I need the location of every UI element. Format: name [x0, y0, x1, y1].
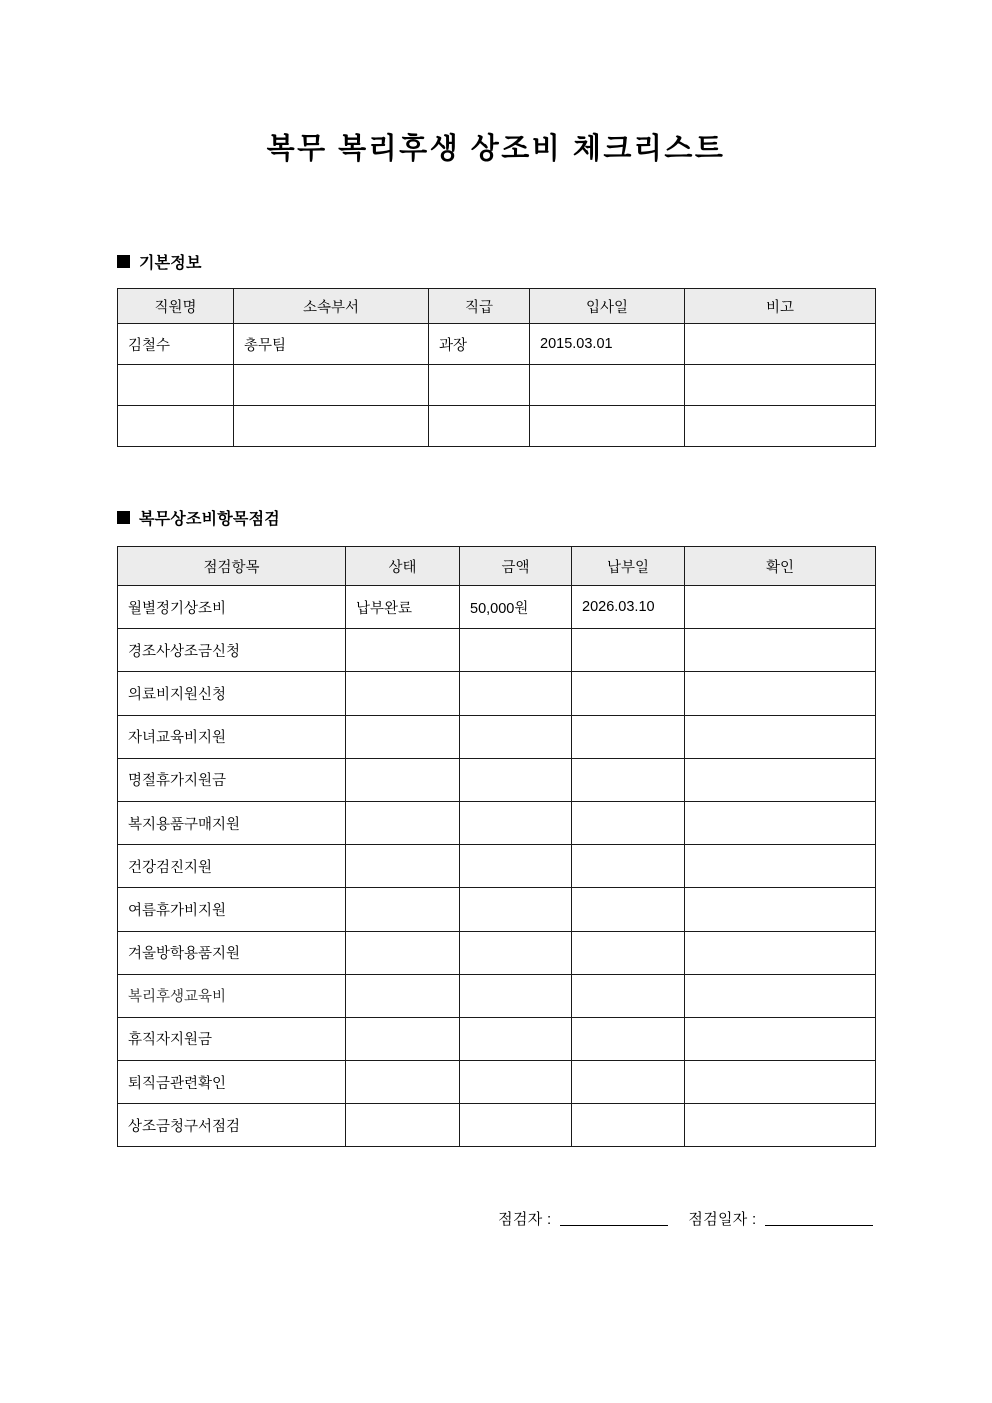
cell-department[interactable]	[234, 406, 429, 447]
cell-amount[interactable]	[460, 672, 572, 715]
cell-amount[interactable]	[460, 1104, 572, 1147]
table-row	[118, 629, 876, 672]
cell-hire-date[interactable]: 2015.03.01	[530, 324, 685, 365]
cell-amount[interactable]	[460, 974, 572, 1017]
inspection-date-label: 점검일자 :	[688, 1211, 757, 1228]
square-bullet-icon	[117, 511, 130, 524]
cell-payment-date[interactable]	[572, 801, 685, 844]
column-header-payment-date: 납부일	[572, 547, 685, 586]
cell-status[interactable]	[346, 845, 460, 888]
cell-amount[interactable]	[460, 1017, 572, 1060]
cell-check-item[interactable]: 여름휴가비지원	[118, 888, 346, 931]
cell-check-item[interactable]: 의료비지원신청	[118, 672, 346, 715]
cell-confirmation[interactable]	[685, 1104, 876, 1147]
cell-status[interactable]	[346, 931, 460, 974]
item-check-table	[117, 546, 876, 1147]
cell-confirmation[interactable]	[685, 888, 876, 931]
cell-check-item[interactable]: 명절휴가지원금	[118, 758, 346, 801]
cell-confirmation[interactable]	[685, 758, 876, 801]
cell-payment-date[interactable]	[572, 715, 685, 758]
cell-check-item[interactable]: 자녀교육비지원	[118, 715, 346, 758]
table-row	[118, 1061, 876, 1104]
table-row	[118, 324, 876, 365]
cell-confirmation[interactable]	[685, 845, 876, 888]
cell-amount[interactable]	[460, 845, 572, 888]
cell-amount[interactable]	[460, 758, 572, 801]
table-header-row	[118, 289, 876, 324]
cell-confirmation[interactable]	[685, 1017, 876, 1060]
cell-amount[interactable]	[460, 801, 572, 844]
column-header-position: 직급	[429, 289, 530, 324]
cell-confirmation[interactable]	[685, 801, 876, 844]
cell-payment-date[interactable]	[572, 845, 685, 888]
table-header-row	[118, 547, 876, 586]
cell-confirmation[interactable]	[685, 629, 876, 672]
cell-status[interactable]	[346, 1061, 460, 1104]
column-header-status: 상태	[346, 547, 460, 586]
cell-position[interactable]	[429, 365, 530, 406]
cell-status[interactable]	[346, 801, 460, 844]
basic-info-table	[117, 288, 876, 447]
column-header-confirmation: 확인	[685, 547, 876, 586]
table-row	[118, 1017, 876, 1060]
cell-confirmation[interactable]	[685, 1061, 876, 1104]
cell-remarks[interactable]	[685, 406, 876, 447]
cell-amount[interactable]: 50,000원	[460, 586, 572, 629]
cell-check-item[interactable]: 상조금청구서점검	[118, 1104, 346, 1147]
table-row	[118, 888, 876, 931]
cell-payment-date[interactable]	[572, 1104, 685, 1147]
cell-payment-date[interactable]	[572, 758, 685, 801]
cell-status[interactable]	[346, 888, 460, 931]
cell-hire-date[interactable]	[530, 406, 685, 447]
cell-payment-date[interactable]	[572, 1061, 685, 1104]
cell-employee-name[interactable]	[118, 365, 234, 406]
cell-amount[interactable]	[460, 629, 572, 672]
signature-line	[117, 1208, 875, 1229]
cell-check-item[interactable]: 월별정기상조비	[118, 586, 346, 629]
cell-status[interactable]	[346, 629, 460, 672]
cell-status[interactable]	[346, 974, 460, 1017]
cell-payment-date[interactable]	[572, 974, 685, 1017]
table-row	[118, 1104, 876, 1147]
table-row	[118, 672, 876, 715]
cell-confirmation[interactable]	[685, 931, 876, 974]
column-header-hire-date: 입사일	[530, 289, 685, 324]
inspector-label: 점검자 :	[498, 1211, 552, 1228]
section-heading-label: 기본정보	[139, 255, 202, 272]
cell-status[interactable]	[346, 1017, 460, 1060]
section-heading-basic-info	[117, 250, 202, 273]
table-row	[118, 931, 876, 974]
cell-status[interactable]	[346, 758, 460, 801]
table-row	[118, 406, 876, 447]
cell-check-item[interactable]: 건강검진지원	[118, 845, 346, 888]
cell-check-item[interactable]: 퇴직금관련확인	[118, 1061, 346, 1104]
cell-amount[interactable]	[460, 931, 572, 974]
cell-payment-date[interactable]	[572, 888, 685, 931]
cell-status[interactable]	[346, 1104, 460, 1147]
cell-confirmation[interactable]	[685, 974, 876, 1017]
cell-department[interactable]	[234, 365, 429, 406]
cell-hire-date[interactable]	[530, 365, 685, 406]
table-row	[118, 586, 876, 629]
cell-confirmation[interactable]	[685, 672, 876, 715]
table-row	[118, 715, 876, 758]
cell-payment-date[interactable]	[572, 1017, 685, 1060]
cell-payment-date[interactable]: 2026.03.10	[572, 586, 685, 629]
page-title: 복무 복리후생 상조비 체크리스트	[266, 133, 726, 165]
column-header-amount: 금액	[460, 547, 572, 586]
cell-department[interactable]: 총무팀	[234, 324, 429, 365]
column-header-department: 소속부서	[234, 289, 429, 324]
square-bullet-icon	[117, 255, 130, 268]
cell-employee-name[interactable]	[118, 406, 234, 447]
cell-payment-date[interactable]	[572, 931, 685, 974]
column-header-employee-name: 직원명	[118, 289, 234, 324]
cell-amount[interactable]	[460, 888, 572, 931]
column-header-remarks: 비고	[685, 289, 876, 324]
cell-remarks[interactable]	[685, 365, 876, 406]
cell-payment-date[interactable]	[572, 672, 685, 715]
cell-employee-name[interactable]: 김철수	[118, 324, 234, 365]
cell-status[interactable]	[346, 715, 460, 758]
inspection-date-group	[688, 1211, 875, 1228]
cell-position[interactable]	[429, 406, 530, 447]
cell-position[interactable]: 과장	[429, 324, 530, 365]
cell-confirmation[interactable]	[685, 715, 876, 758]
cell-check-item[interactable]: 경조사상조금신청	[118, 629, 346, 672]
cell-check-item[interactable]: 복리후생교육비	[118, 974, 346, 1017]
cell-status[interactable]	[346, 672, 460, 715]
table-row	[118, 801, 876, 844]
inspector-signature-group	[498, 1211, 674, 1228]
cell-check-item[interactable]: 겨울방학용품지원	[118, 931, 346, 974]
section-heading-label: 복무상조비항목점검	[139, 511, 280, 528]
column-header-check-item: 점검항목	[118, 547, 346, 586]
inspection-date-input-rule[interactable]	[765, 1225, 873, 1226]
table-row	[118, 758, 876, 801]
cell-check-item[interactable]: 복지용품구매지원	[118, 801, 346, 844]
cell-amount[interactable]	[460, 1061, 572, 1104]
cell-remarks[interactable]	[685, 324, 876, 365]
inspector-input-rule[interactable]	[560, 1225, 668, 1226]
cell-payment-date[interactable]	[572, 629, 685, 672]
table-row	[118, 845, 876, 888]
cell-amount[interactable]	[460, 715, 572, 758]
cell-confirmation[interactable]	[685, 586, 876, 629]
cell-status[interactable]: 납부완료	[346, 586, 460, 629]
section-heading-item-check	[117, 506, 280, 529]
cell-check-item[interactable]: 휴직자지원금	[118, 1017, 346, 1060]
table-row	[118, 365, 876, 406]
table-row	[118, 974, 876, 1017]
